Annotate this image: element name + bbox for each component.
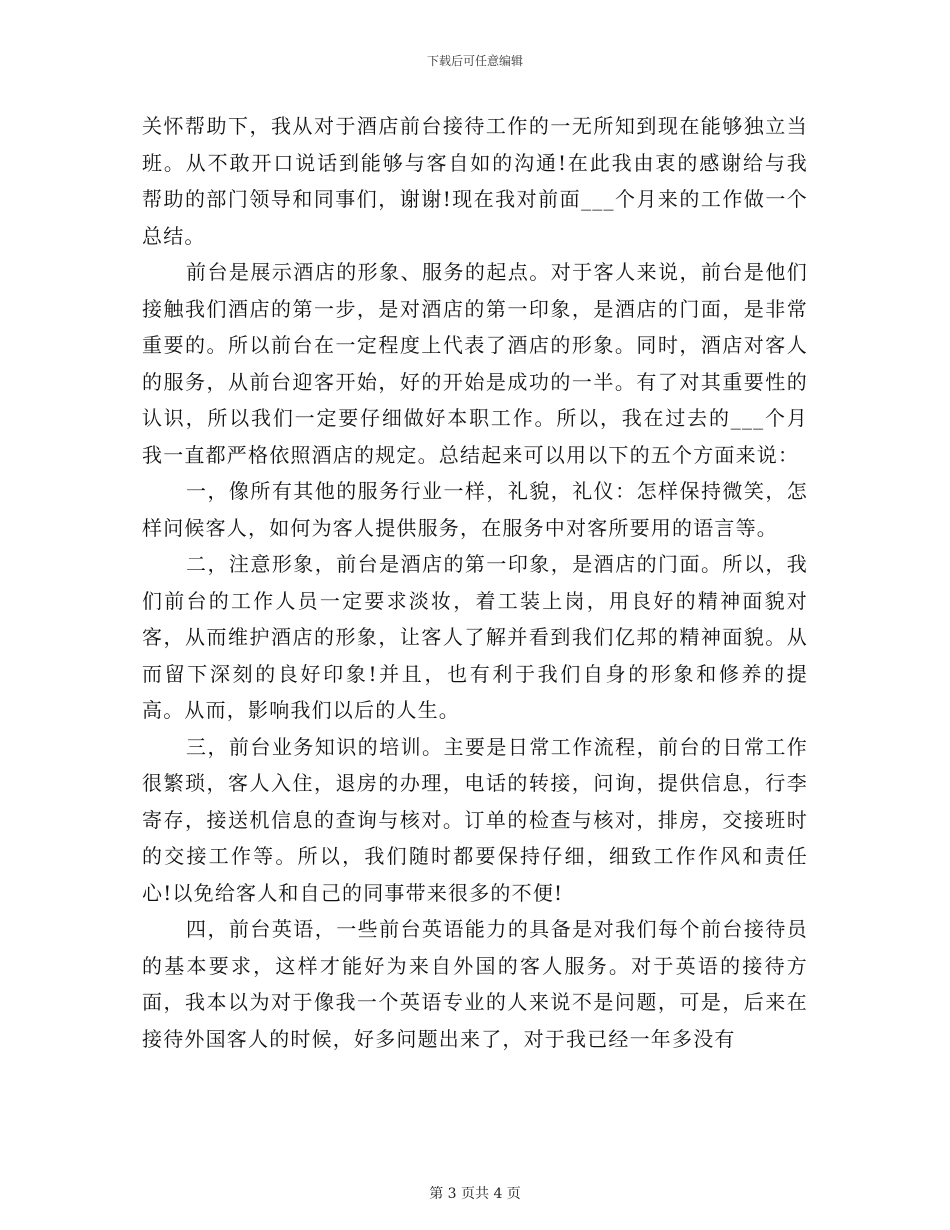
page-header: 下载后可任意编辑 [426,54,523,68]
paragraph-point-one-etiquette: 一，像所有其他的服务行业一样，礼貌，礼仪：怎样保持微笑，怎样问候客人，如何为客人提供服务，在服务中对客所要用的语言等。 [142,479,808,540]
page-number: 第 3 页共 4 页 [429,1186,521,1202]
document-body [142,108,808,1057]
paragraph-continuation: 关怀帮助下，我从对于酒店前台接待工作的一无所知到现在能够独立当班。从不敢开口说话到能够与客自如的沟通!在此我由衷的感谢给与我帮助的部门领导和同事们，谢谢!现在我对前面___个月来的工作做一个总结。 [142,114,808,248]
paragraph-point-two-image: 二，注意形象，前台是酒店的第一印象，是酒店的门面。所以，我们前台的工作人员一定要求淡妆，着工装上岗，用良好的精神面貌对客，从而维护酒店的形象，让客人了解并看到我们亿邦的精神面貌。从而留下深刻的良好印象!并且，也有利于我们自身的形象和修养的提高。从而，影响我们以后的人生。 [142,552,808,722]
paragraph-point-three-training: 三，前台业务知识的培训。主要是日常工作流程，前台的日常工作很繁琐，客人入住，退房的办理，电话的转接，问询，提供信息，行李寄存，接送机信息的查询与核对。订单的检查与核对，排房，交接班时的交接工作等。所以，我们随时都要保持仔细，细致工作作风和责任心!以免给客人和自己的同事带来很多的不便! [142,734,808,905]
paragraph-front-desk-role: 前台是展示酒店的形象、服务的起点。对于客人来说，前台是他们接触我们酒店的第一步，是对酒店的第一印象，是酒店的门面，是非常重要的。所以前台在一定程度上代表了酒店的形象。同时，酒店对客人的服务，从前台迎客开始，好的开始是成功的一半。有了对其重要性的认识，所以我们一定要仔细做好本职工作。所以，我在过去的___个月我一直都严格依照酒店的规定。总结起来可以用以下的五个方面来说： [142,260,808,467]
paragraph-point-four-english: 四，前台英语，一些前台英语能力的具备是对我们每个前台接待员的基本要求，这样才能好为来自外国的客人服务。对于英语的接待方面，我本以为对于像我一个英语专业的人来说不是问题，可是，后来在接待外国客人的时候，好多问题出来了，对于我已经一年多没有 [142,917,808,1051]
